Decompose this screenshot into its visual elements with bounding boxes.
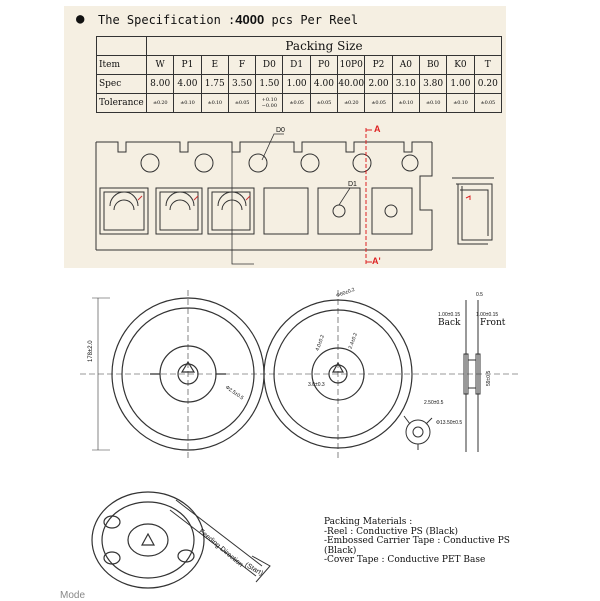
side-height-label: 59±0.5 xyxy=(486,370,492,386)
back-dimension-label: 1.00±0.15 xyxy=(438,312,461,318)
flange-note-label: Φ60±0.2 xyxy=(335,286,356,300)
packing-materials xyxy=(324,518,510,566)
tolerance-cell: ±0.05 xyxy=(228,94,255,113)
spec-cell: 4.00 xyxy=(310,75,337,94)
header-cell: P2 xyxy=(365,56,392,75)
dim-a-label: 4.0±0.2 xyxy=(314,334,326,352)
header-cell: B0 xyxy=(419,56,446,75)
header-cell: E xyxy=(201,56,228,75)
pitch-dimension-lines xyxy=(232,134,356,264)
pocket-markers xyxy=(138,196,250,200)
side-top-label: 0.5 xyxy=(476,292,483,298)
tolerance-cell: ±0.10 xyxy=(201,94,228,113)
d1-label: D1 xyxy=(348,181,357,188)
spec-cell: 40.00 xyxy=(338,75,365,94)
tolerance-cell: ±0.10 xyxy=(447,94,474,113)
header-cell: D1 xyxy=(283,56,310,75)
header-cell: P1 xyxy=(174,56,201,75)
materials-cover: -Cover Tape : Conductive PET Base xyxy=(324,555,486,565)
table-title: Packing Size xyxy=(147,37,502,56)
tolerance-cell: ±0.05 xyxy=(365,94,392,113)
feeding-reel xyxy=(92,492,204,588)
tolerance-cell: ±0.10 xyxy=(174,94,201,113)
header-cell: F xyxy=(228,56,255,75)
profile-marker xyxy=(466,196,470,200)
front-dimension-label: 1.00±0.15 xyxy=(476,312,499,318)
tolerance-cell: ±0.10 xyxy=(419,94,446,113)
tolerance-cell: ±0.05 xyxy=(283,94,310,113)
spec-quantity: 4000 xyxy=(235,12,265,27)
start-label: (Start) xyxy=(243,561,264,578)
tolerance-cell: ±0.05 xyxy=(310,94,337,113)
materials-reel: -Reel : Conductive PS (Black) xyxy=(324,526,459,537)
spec-cell: 8.00 xyxy=(147,75,174,94)
spec-cell: 3.50 xyxy=(228,75,255,94)
header-cell: A0 xyxy=(392,56,419,75)
spec-cell: 1.50 xyxy=(256,75,283,94)
tolerance-cell: ±0.05 xyxy=(474,94,501,113)
header-cell: K0 xyxy=(447,56,474,75)
materials-tape-cont: (Black) xyxy=(324,545,357,556)
reel-side-view xyxy=(464,300,480,452)
hub-detail xyxy=(404,416,432,450)
spec-cell: 2.00 xyxy=(365,75,392,94)
sprocket-holes xyxy=(141,154,418,172)
spec-cell: 1.00 xyxy=(447,75,474,94)
spec-prefix: The Specification : xyxy=(98,13,236,27)
tolerance-cell: +0.10 −0.00 xyxy=(256,94,283,113)
header-cell: W xyxy=(147,56,174,75)
d0-label: D0 xyxy=(276,127,285,134)
spec-row-label: Spec xyxy=(97,75,147,94)
reel-diameter-label: 178±2.0 xyxy=(88,340,94,362)
tolerance-cell: ±0.20 xyxy=(338,94,365,113)
tape-side-profile xyxy=(452,178,494,244)
feeding-direction-label: Feeding Direction xyxy=(197,528,245,569)
dim-c-label: 3.0±0.3 xyxy=(308,382,325,388)
tolerance-cell: ±0.10 xyxy=(392,94,419,113)
hub-dia-label: Φ13.50±0.5 xyxy=(436,420,463,426)
header-cell: T xyxy=(474,56,501,75)
tolerance-row-label: Tolerance xyxy=(97,94,147,113)
spec-suffix: pcs Per Reel xyxy=(271,13,359,27)
bullet-icon: ● xyxy=(76,11,85,27)
front-label: Front xyxy=(480,318,506,328)
spec-cell: 1.00 xyxy=(283,75,310,94)
header-cell: D0 xyxy=(256,56,283,75)
section-a-label: A xyxy=(374,124,381,134)
materials-title: Packing Materials : xyxy=(324,517,413,527)
component-pockets xyxy=(100,188,412,234)
back-label: Back xyxy=(438,318,461,328)
hub-diameter-label: Φ2.5±0.5 xyxy=(224,384,245,402)
header-item-label: Item xyxy=(97,56,147,75)
tolerance-cell: ±0.20 xyxy=(147,94,174,113)
footer-fragment: Mode xyxy=(60,590,86,601)
materials-tape: -Embossed Carrier Tape : Conductive PS xyxy=(324,536,510,546)
spec-cell: 1.75 xyxy=(201,75,228,94)
spec-cell: 3.80 xyxy=(419,75,446,94)
dim-b-label: 2.4±0.2 xyxy=(347,332,359,350)
section-a-prime-label: A' xyxy=(372,256,381,266)
header-cell: 10P0 xyxy=(338,56,365,75)
header-cell: P0 xyxy=(310,56,337,75)
spec-cell: 0.20 xyxy=(474,75,501,94)
spec-cell: 3.10 xyxy=(392,75,419,94)
spec-cell: 4.00 xyxy=(174,75,201,94)
hub-width-label: 2.50±0.5 xyxy=(424,400,444,406)
